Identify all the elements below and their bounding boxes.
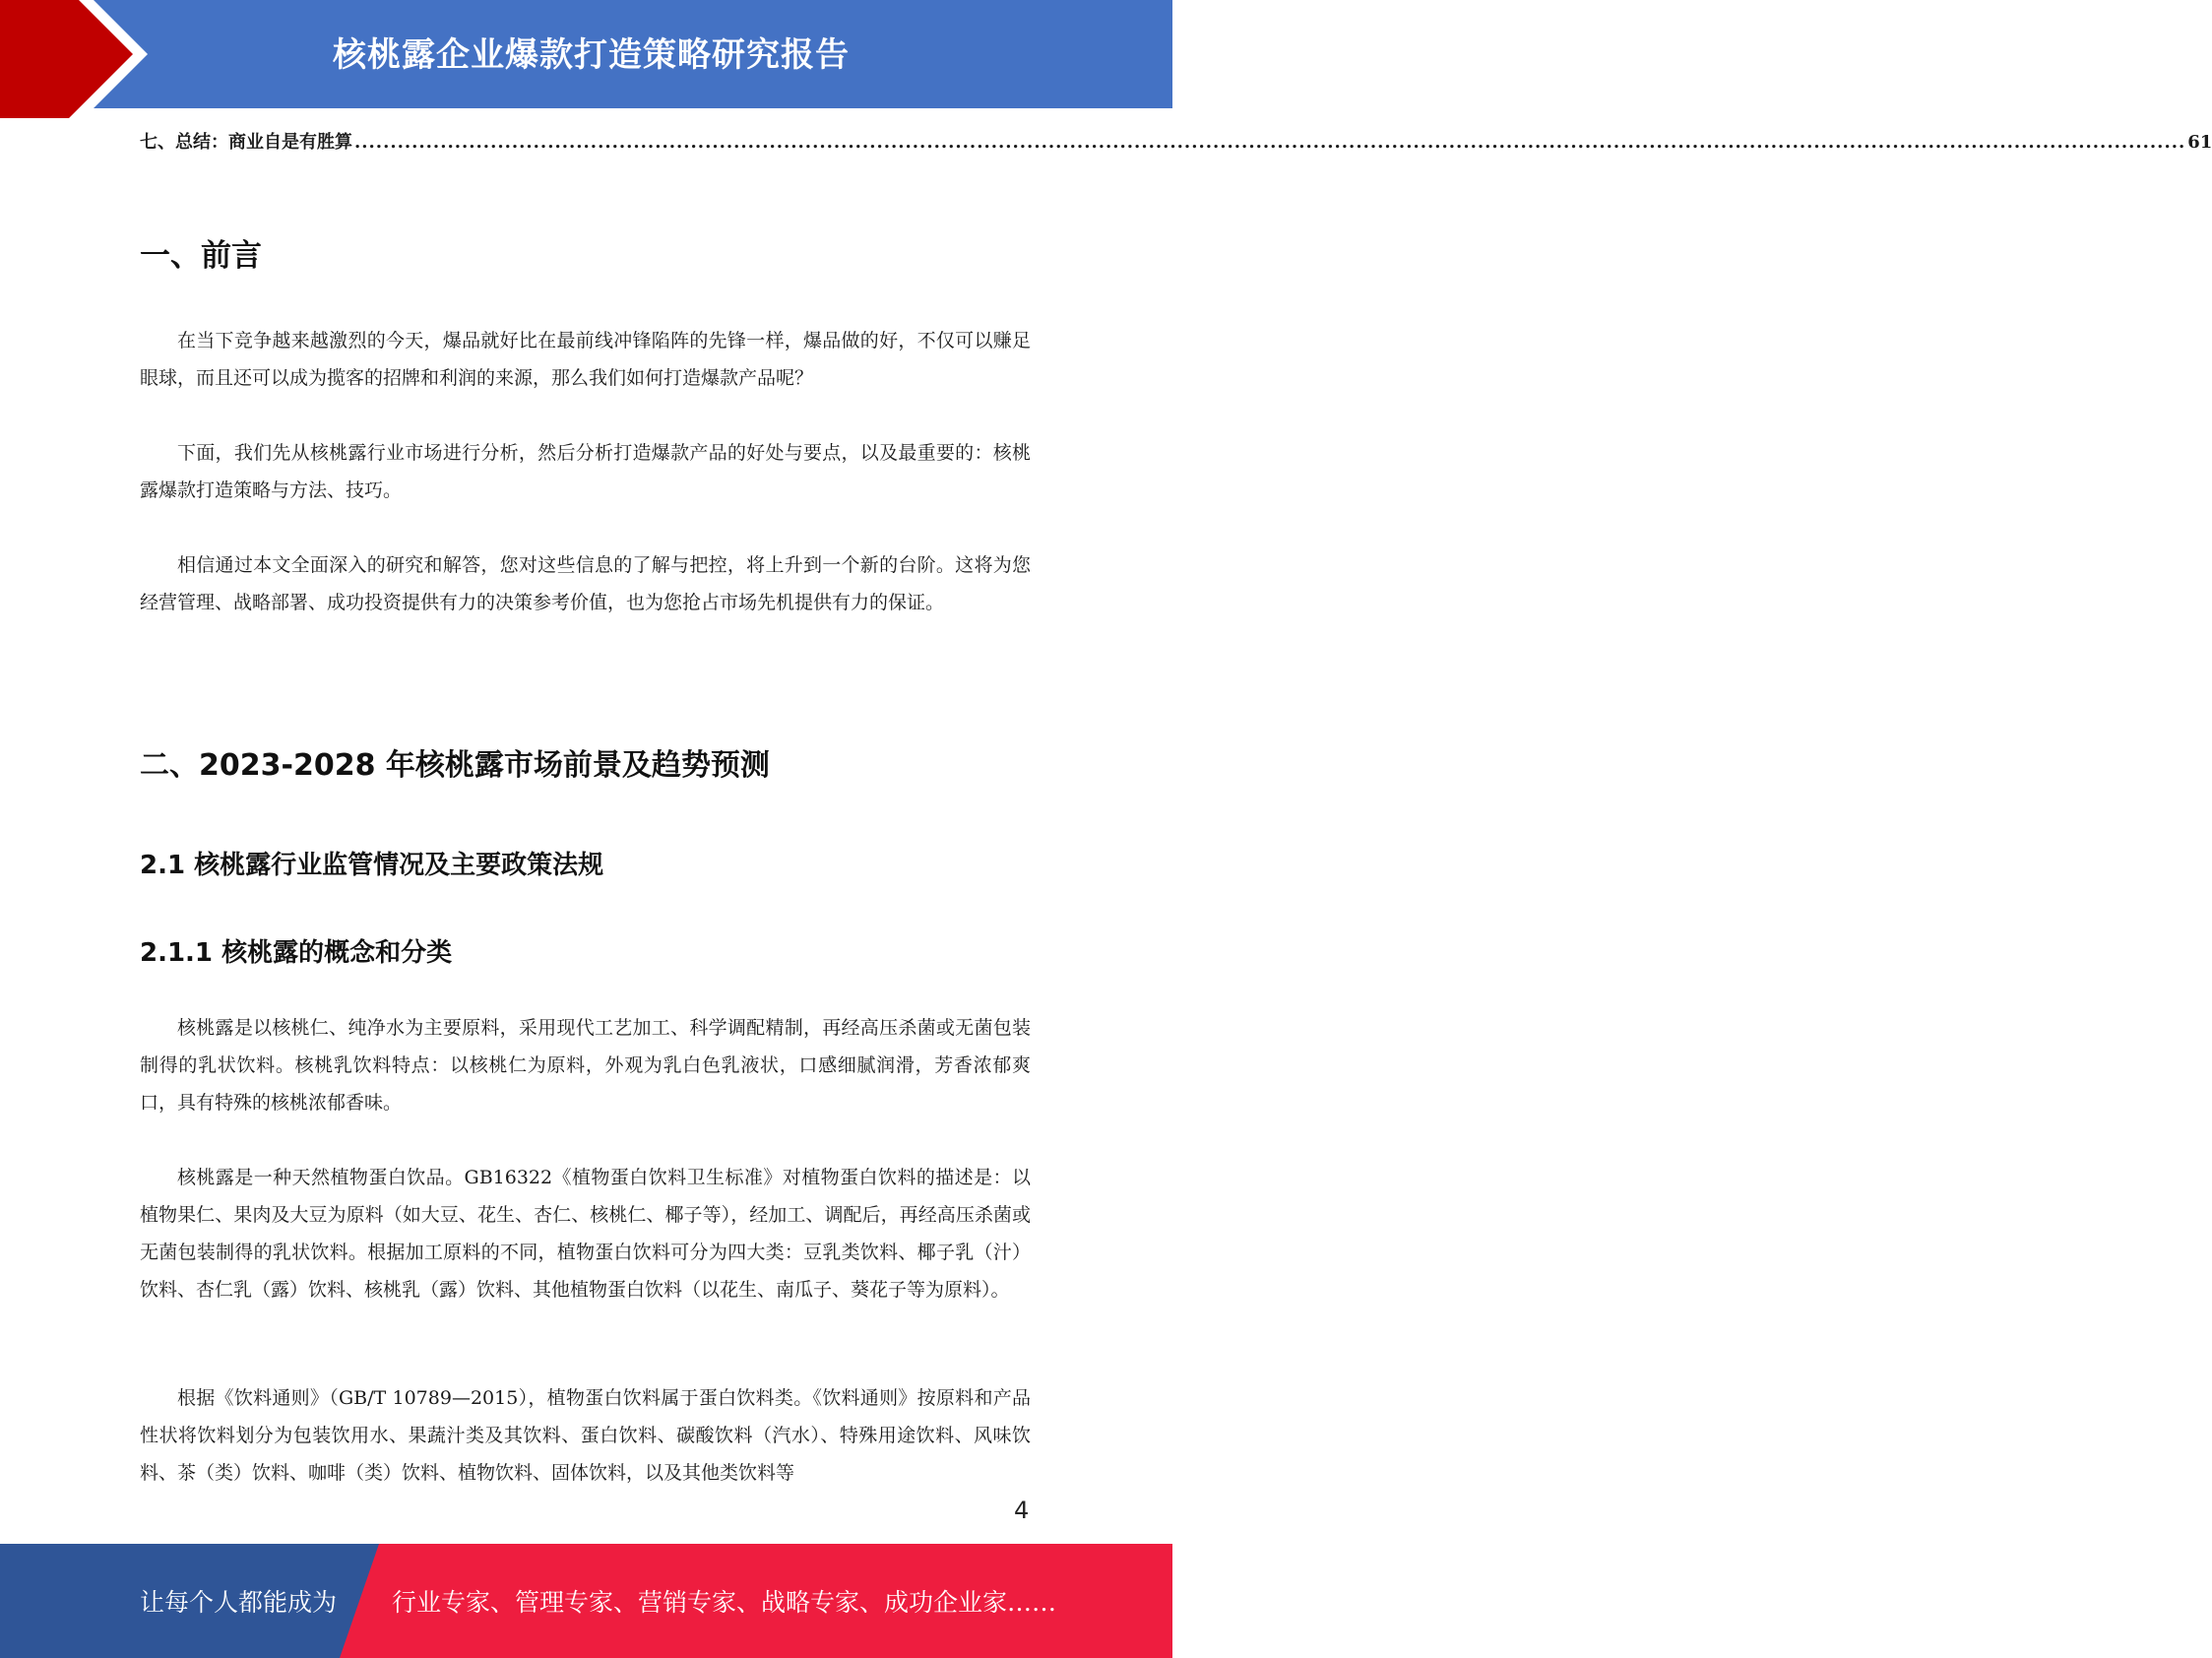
footer-slogan-right: 行业专家、管理专家、营销专家、战略专家、成功企业家……	[392, 1588, 1057, 1617]
concept-paragraph-1: 核桃露是以核桃仁、纯净水为主要原料，采用现代工艺加工、科学调配精制，再经高压杀菌或无菌包装制得的乳状饮料。核桃乳饮料特点：以核桃仁为原料，外观为乳白色乳液状，口感细腻润滑，芳香浓郁爽口，具有特殊的核桃浓郁香味。	[140, 1017, 1031, 1114]
toc-entry-page: 61	[2187, 132, 2212, 153]
subsection-heading-2-1-1: 2.1.1 核桃露的概念和分类	[140, 938, 453, 968]
toc-entry-label: 七、总结：商业自是有胜算	[140, 132, 352, 153]
footer-slogan-left: 让每个人都能成为	[140, 1588, 338, 1617]
subsection-heading-2-1: 2.1 核桃露行业监管情况及主要政策法规	[140, 851, 604, 880]
toc-leader-dots: ................................................................................................................................................................................................................................................................	[354, 132, 2186, 153]
report-title: 核桃露企业爆款打造策略研究报告	[333, 34, 850, 75]
section-heading-market-forecast: 二、2023-2028 年核桃露市场前景及趋势预测	[140, 748, 770, 783]
section-heading-preface: 一、前言	[140, 238, 262, 274]
preface-paragraph-3: 相信通过本文全面深入的研究和解答，您对这些信息的了解与把控，将上升到一个新的台阶。这将为您经营管理、战略部署、成功投资提供有力的决策参考价值，也为您抢占市场先机提供有力的保证。	[140, 554, 1031, 613]
concept-paragraph-3: 根据《饮料通则》（GB/T 10789—2015），植物蛋白饮料属于蛋白饮料类。《饮料通则》按原料和产品性状将饮料划分为包装饮用水、果蔬汁类及其饮料、蛋白饮料、碳酸饮料（汽水）、特殊用途饮料、风味饮料、茶（类）饮料、咖啡（类）饮料、植物饮料、固体饮料，以及其他类饮料等	[140, 1387, 1031, 1484]
concept-paragraph-2: 核桃露是一种天然植物蛋白饮品。GB16322《植物蛋白饮料卫生标准》对植物蛋白饮料的描述是：以植物果仁、果肉及大豆为原料（如大豆、花生、杏仁、核桃仁、椰子等），经加工、调配后，再经高压杀菌或无菌包装制得的乳状饮料。根据加工原料的不同，植物蛋白饮料可分为四大类：豆乳类饮料、椰子乳（汁）饮料、杏仁乳（露）饮料、核桃乳（露）饮料、其他植物蛋白饮料（以花生、南瓜子、葵花子等为原料）。	[140, 1167, 1031, 1301]
page-number: 4	[1014, 1497, 1030, 1524]
preface-paragraph-1: 在当下竞争越来越激烈的今天，爆品就好比在最前线冲锋陷阵的先锋一样，爆品做的好，不仅可以赚足眼球，而且还可以成为揽客的招牌和利润的来源，那么我们如何打造爆款产品呢？	[140, 330, 1031, 389]
page-footer	[0, 1544, 1172, 1658]
page-header	[0, 0, 1172, 108]
preface-paragraph-2: 下面，我们先从核桃露行业市场进行分析，然后分析打造爆款产品的好处与要点，以及最重要的：核桃露爆款打造策略与方法、技巧。	[140, 442, 1031, 501]
toc-entry[interactable]	[140, 128, 2212, 154]
